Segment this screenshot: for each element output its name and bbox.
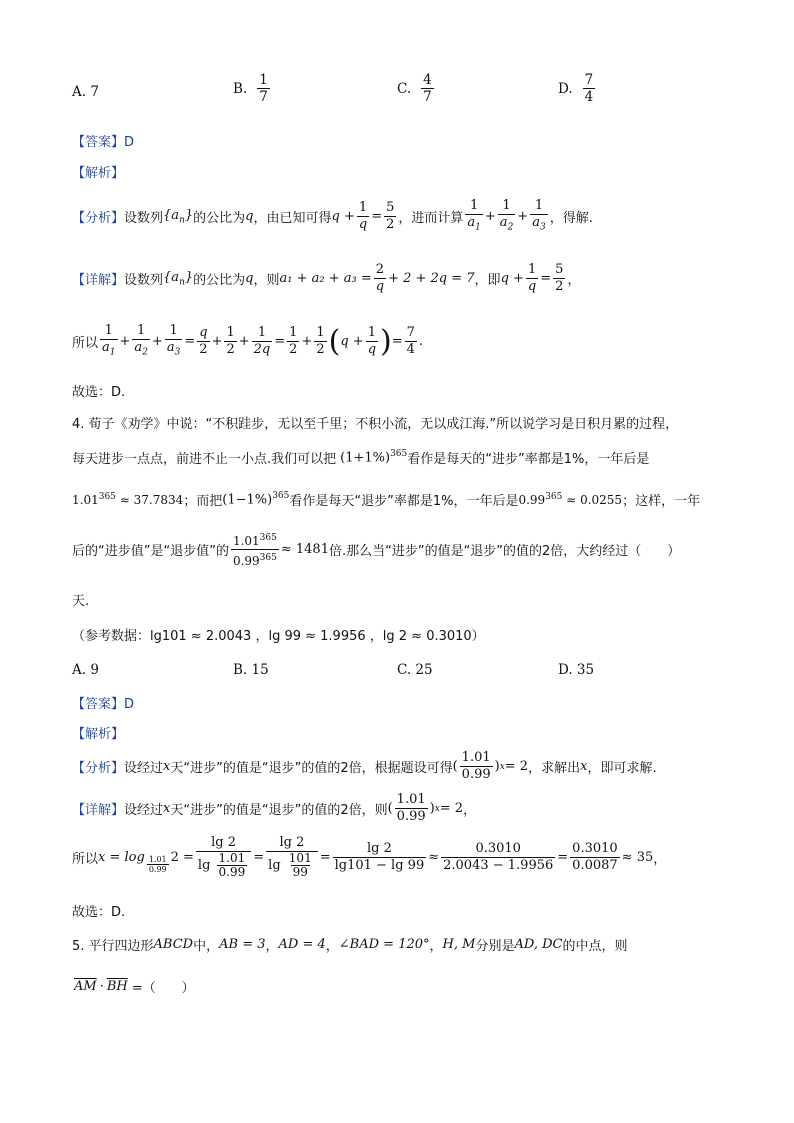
option-a — [72, 84, 99, 100]
q3-answer: 【答案】D — [72, 135, 135, 150]
q4-option-a: A. 9 — [72, 662, 99, 678]
q3-analysis-heading: 【解析】 — [72, 166, 125, 181]
q4-choose: 故选：D. — [72, 905, 126, 920]
q4-stem-line4: 后的“进步值”是“退步值”的 $\frac{1.01^{365}}{0.99^{365}}$ ≈ 1481 倍.那么当“进步”的值是“退步”的值的2倍，大约经过（ ） — [72, 533, 681, 568]
option-d — [558, 72, 597, 105]
option-b-label: B. — [233, 80, 248, 97]
q4-xiangjie: 【详解】 设经过 x 天“进步”的值是“退步”的值的2倍，则 ( $\frac{1.01}{0.99}$ ) x = 2 ， — [72, 792, 477, 824]
vector-am: $\overline{AM}$ — [74, 979, 97, 994]
option-c-fraction: $\frac{4}{7}$ — [423, 72, 432, 105]
q3-fenxi: 【分析】 设数列 $\{a_n\}$ 的公比为 q ，由已知可得 q + $\frac{1}{q}$ = $\frac{5}{2}$ ，进而计算 $\frac{1}{a_1}$ + $\frac{1}{a_2}$ + $\frac{1}{a_3}$ ，得解. — [72, 198, 593, 236]
q4-option-d: D. 35 — [558, 662, 595, 678]
q3-xiangjie: 【详解】 设数列 $\{a_n\}$ 的公比为 q ，则 a₁ + a₂ + a₃ = $\frac{2}{q}$ + 2 + 2q = 7 ，即 q + $\frac{1}{q}$ = $\frac{5}{2}$ ， — [72, 262, 581, 294]
q4-stem-line3: 1.01$^{365}$ ≈ 37.7834 ；而把 $(1-1\%)^{365}$ 看作是每天“退步”率都是1%，一年后是 0.99$^{365}$ ≈ 0.0255 ；这样，一年 — [72, 491, 701, 509]
q4-suoyi: 所以 x = log $\frac{1.01}{0.99}$ 2 = lg 2 lg $\frac{1.01}{0.99}$ = lg 2 lg $\frac{101}{99}$ = $\frac{\lg 2}{\lg 101 - \lg 99}$ ≈ $\frac{0.3010}{2.0043 - 1.9956}$ = $\frac{0.3010}{0.0087}$ ≈ 35 ， — [72, 835, 667, 879]
q4-stem-line5: 天. — [72, 594, 90, 609]
option-a-label: A. 7 — [72, 84, 99, 100]
option-c — [397, 72, 436, 105]
q4-fenxi: 【分析】 设经过 x 天“进步”的值是“退步”的值的2倍，根据题设可得 ( $\frac{1.01}{0.99}$ ) x = 2 ，求解出 x ，即可求解. — [72, 750, 657, 782]
q3-choose: 故选：D. — [72, 385, 126, 400]
q4-reference-data: （参考数据：lg101 ≈ 2.0043 ，lg 99 ≈ 1.9956 ，lg 2 ≈ 0.3010） — [72, 629, 485, 644]
q4-answer: 【答案】D — [72, 697, 135, 712]
option-d-fraction: $\frac{7}{4}$ — [584, 72, 594, 105]
q3-suoyi: 所以 $\frac{1}{a_1}$ + $\frac{1}{a_2}$ + $\frac{1}{a_3}$ = $\frac{q}{2}$ + $\frac{1}{2}$ + $\frac{1}{2q}$ = $\frac{1}{2}$ + $\frac{1}{2}$ ( q + $\frac{1}{q}$ ) = $\frac{7}{4}$ . — [72, 323, 424, 359]
vector-bh: $\overline{BH}$ — [106, 979, 128, 994]
q4-option-c: C. 25 — [397, 662, 433, 678]
option-b-fraction: $\frac{1}{7}$ — [259, 72, 268, 105]
q4-stem-line2: 每天进步一点点，前进不止一小点.我们可以把 $(1+1\%)^{365}$ 看作是每天的“进步”率都是1%，一年后是 — [72, 449, 650, 467]
option-d-label: D. — [558, 80, 573, 97]
option-c-label: C. — [397, 80, 412, 97]
q5-stem-line1: 5. 平行四边形 ABCD 中， AB = 3 ， AD = 4 ， ∠BAD = 120° ， H, M 分别是 AD, DC 的中点，则 — [72, 937, 628, 954]
q4-stem-line1: 4. 荀子《劝学》中说：“不积跬步，无以至千里；不积小流，无以成江海.”所以说学习是日积月累的过程， — [72, 417, 679, 432]
q4-option-b: B. 15 — [233, 662, 269, 678]
q4-analysis-heading: 【解析】 — [72, 727, 125, 742]
q5-stem-line2: $\overline{AM}$ · $\overline{BH}$ =（ ） — [74, 979, 195, 996]
option-b — [233, 72, 272, 105]
